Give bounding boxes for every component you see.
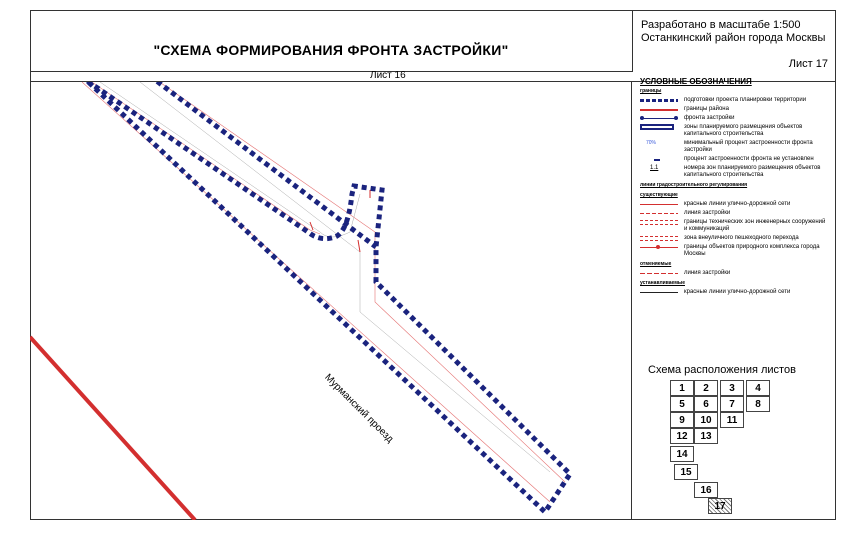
scale-note: Разработано в масштабе 1:500: [641, 19, 801, 31]
sheet-cell-14: 14: [670, 446, 694, 462]
legend-item-label: номера зон планируемого размещения объектов капитального строительства: [684, 165, 821, 178]
legend-item: [640, 270, 830, 277]
legend-item-label: зона внеуличного пешеходного перехода: [684, 235, 799, 241]
legend-item: [640, 244, 830, 258]
legend-item-label: фронта застройки: [684, 115, 735, 121]
legend-item: [640, 201, 830, 208]
sheet-cell-7: 7: [720, 396, 744, 412]
dash-icon: [654, 159, 660, 161]
sheet-cell-6: 6: [694, 396, 718, 412]
legend-item-label: процент застроенности фронта не установлен: [684, 156, 814, 162]
red-line-icon: [640, 109, 678, 111]
sheet-layout-title: Схема расположения листов: [648, 364, 796, 376]
road-outlines: [100, 82, 550, 472]
legend-item-label: минимальный процент застроенности фронта застройки: [684, 140, 813, 153]
legend-item: [640, 219, 830, 233]
planning-boundary: [80, 82, 570, 512]
legend-gradplan-heading: линии градостроительного регулирования: [640, 182, 748, 188]
sheet-cell-12: 12: [670, 428, 694, 444]
black-line-icon: [640, 292, 678, 293]
legend-heading: УСЛОВНЫЕ ОБОЗНАЧЕНИЯ: [640, 77, 752, 86]
legend-item-label: границы объектов природного комплекса города Москвы: [684, 244, 820, 257]
red-line-ticks: [310, 190, 370, 252]
sheet-cell-17: 17: [708, 498, 732, 514]
sheet-cell-11: 11: [720, 412, 744, 428]
legend-item-label: линия застройки: [684, 270, 731, 276]
district-name: Останкинский район города Москвы: [641, 32, 826, 44]
double-dashed-line-icon: [640, 236, 678, 241]
sheet-cell-13: 13: [694, 428, 718, 444]
title-stamp: [632, 10, 836, 72]
legend-item: [640, 210, 830, 217]
title-band: [30, 10, 632, 72]
legend-existing-heading: существующие: [640, 192, 678, 198]
legend-item: [640, 289, 830, 296]
legend-item-label: границы технических зон инженерных сооружений и коммуникаций: [684, 219, 826, 232]
sheet-cell-8: 8: [746, 396, 770, 412]
dashed-red-line-icon: [640, 213, 678, 214]
legend-item-label: подготовки проекта планировки территории: [684, 97, 807, 103]
legend-established-heading: устанавливаемые: [640, 280, 685, 286]
legend-cancelled-heading: отменяемые: [640, 261, 672, 267]
legend-item: [640, 156, 830, 163]
legend-item: [640, 97, 830, 104]
front-line-icon: [640, 118, 678, 119]
zone-box-icon: [640, 124, 674, 130]
zone-number-symbol: 1.1: [650, 165, 659, 171]
sheet-cell-5: 5: [670, 396, 694, 412]
legend-boundaries-heading: границы: [640, 88, 662, 94]
sheet-cell-15: 15: [674, 464, 698, 480]
district-boundary-line: [30, 337, 195, 520]
legend-item-label: границы района: [684, 106, 729, 112]
dotted-line-icon: [640, 99, 678, 102]
legend-item: [640, 106, 830, 113]
sheet-cell-4: 4: [746, 380, 770, 396]
legend-item-label: зоны планируемого размещения объектов капитального строительства: [684, 124, 803, 137]
sheet-number: Лист 17: [788, 58, 828, 70]
sheet-cell-1: 1: [670, 380, 694, 396]
legend-item-label: красные линии улично-дорожной сети: [684, 289, 791, 295]
legend-item: [640, 235, 830, 242]
dot-line-icon: [640, 247, 678, 248]
sheet-cell-10: 10: [694, 412, 718, 428]
legend-item: [640, 124, 830, 138]
sheet-cell-9: 9: [670, 412, 694, 428]
building-lines: [80, 82, 565, 502]
sheet-cell-16: 16: [694, 482, 718, 498]
red-line-icon: [640, 204, 678, 205]
sheet-cell-3: 3: [720, 380, 744, 396]
sheet-cell-2: 2: [694, 380, 718, 396]
cross-line-icon: [640, 273, 678, 274]
double-dashed-line-icon: [640, 220, 678, 225]
legend-item: [640, 165, 830, 179]
legend-item: [640, 115, 830, 122]
street-name-label: Мурманский проезд: [322, 372, 396, 446]
legend-item-label: линия застройки: [684, 210, 731, 216]
page-title: "СХЕМА ФОРМИРОВАНИЯ ФРОНТА ЗАСТРОЙКИ": [153, 42, 509, 58]
prev-sheet-label: Лист 16: [370, 70, 406, 81]
percent-symbol: 70%: [646, 140, 657, 146]
map-canvas: [30, 82, 632, 520]
legend-item: [640, 140, 830, 154]
legend-item-label: красные линии улично-дорожной сети: [684, 201, 791, 207]
legend: [640, 78, 830, 298]
map-area: [30, 82, 632, 520]
